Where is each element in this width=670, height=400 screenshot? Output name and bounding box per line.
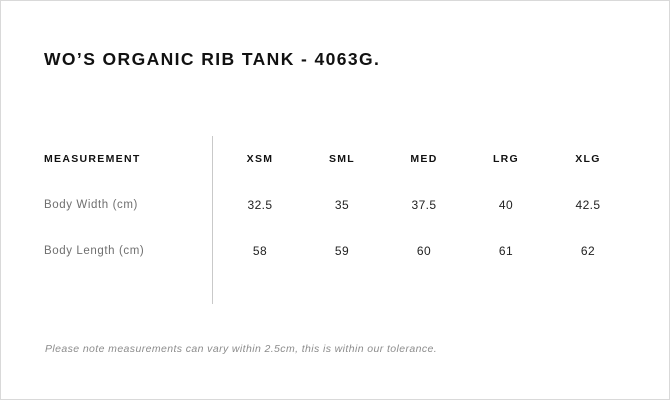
table-row [44,228,629,274]
cell-body-length-med: 60 [416,244,432,258]
cell-body-length-xsm: 58 [252,244,268,258]
size-table-container [44,136,629,274]
cell-body-width-med: 37.5 [411,198,437,212]
row-label-body-length: Body Length (cm) [44,245,145,257]
size-table [44,136,629,274]
column-header-xlg: XLG [575,153,601,165]
row-label-body-width: Body Width (cm) [44,199,138,211]
cell-body-width-sml: 35 [334,198,350,212]
column-header-lrg: LRG [492,153,520,165]
cell-body-width-lrg: 40 [498,198,514,212]
tolerance-note: Please note measurements can vary within 2.5cm, this is within our tolerance. [45,343,438,355]
column-header-sml: SML [328,153,356,165]
cell-body-width-xlg: 42.5 [575,198,601,212]
table-header-row [44,136,629,182]
table-body [44,182,629,274]
page-title: WO’S ORGANIC RIB TANK - 4063G. [44,49,381,69]
column-header-measurement: MEASUREMENT [44,153,141,165]
cell-body-width-xsm: 32.5 [247,198,273,212]
cell-body-length-xlg: 62 [580,244,596,258]
table-row [44,182,629,228]
cell-body-length-sml: 59 [334,244,350,258]
column-header-xsm: XSM [246,153,274,165]
cell-body-length-lrg: 61 [498,244,514,258]
table-header [44,136,629,182]
column-header-med: MED [410,153,438,165]
